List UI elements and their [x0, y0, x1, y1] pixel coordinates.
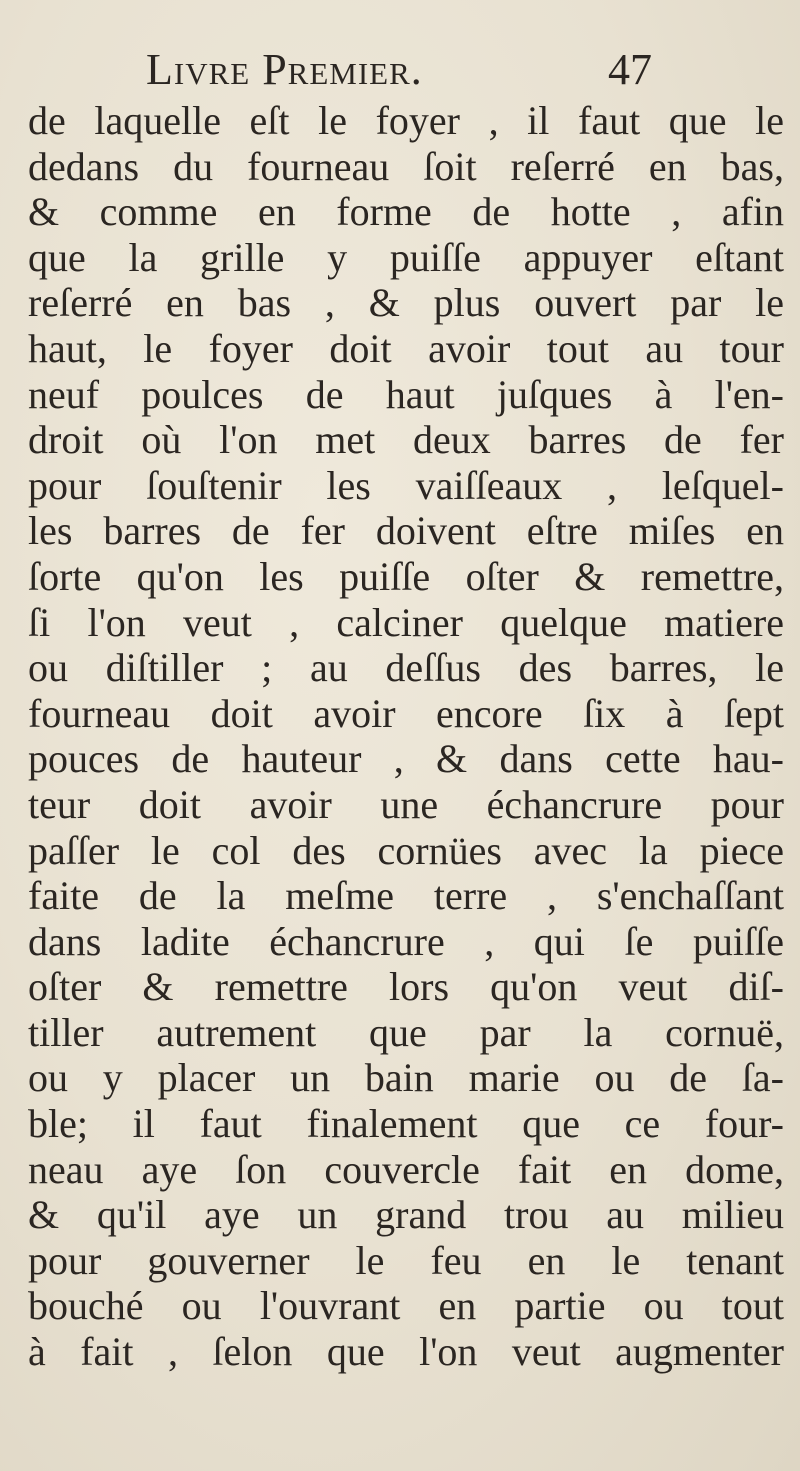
text-line: pour gouverner le feu en le tenant [28, 1237, 784, 1283]
text-line: ſi l'on veut , calciner quelque matiere [28, 599, 784, 645]
text-line: bouché ou l'ouvrant en partie ou tout [28, 1283, 784, 1329]
text-line: ſorte qu'on les puiſſe oſter & remettre, [28, 553, 784, 599]
text-line: de laquelle eſt le foyer , il faut que le [28, 98, 784, 143]
text-line: & qu'il aye un grand trou au milieu [28, 1192, 784, 1238]
text-line: à fait , ſelon que l'on veut augmenter [28, 1329, 784, 1375]
text-line: ou y placer un bain marie ou de ſa- [28, 1055, 784, 1101]
page-number: 47 [608, 45, 652, 94]
text-line: reſerré en bas , & plus ouvert par le [28, 280, 784, 326]
text-line: fourneau doit avoir encore ſix à ſept [28, 690, 784, 736]
text-line: droit où l'on met deux barres de fer [28, 417, 784, 463]
text-line: haut, le foyer doit avoir tout au tour [28, 325, 784, 371]
text-line: ou diſtiller ; au deſſus des barres, le [28, 645, 784, 691]
text-line: paſſer le col des cornües avec la piece [28, 827, 784, 873]
text-line: les barres de fer doivent eſtre miſes en [28, 508, 784, 554]
running-head-title: Livre Premier. [146, 45, 423, 94]
text-line: neau aye ſon couvercle fait en dome, [28, 1146, 784, 1192]
text-line: pouces de hauteur , & dans cette hau- [28, 736, 784, 782]
text-line: dedans du fourneau ſoit reſerré en bas, [28, 143, 784, 189]
text-line: teur doit avoir une échancrure pour [28, 781, 784, 827]
text-line: oſter & remettre lors qu'on veut diſ- [28, 964, 784, 1010]
text-line: dans ladite échancrure , qui ſe puiſſe [28, 918, 784, 964]
text-line: ble; il faut finalement que ce four- [28, 1101, 784, 1147]
running-head [0, 44, 800, 96]
text-line: que la grille y puiſſe appuyer eſtant [28, 234, 784, 280]
text-line: pour ſouſtenir les vaiſſeaux , leſquel- [28, 462, 784, 508]
text-line: neuf poulces de haut juſques à l'en- [28, 371, 784, 417]
text-line: tiller autrement que par la cornuë, [28, 1009, 784, 1055]
body-text [28, 98, 784, 1375]
text-line: faite de la meſme terre , s'enchaſſant [28, 873, 784, 919]
text-line: & comme en forme de hotte , afin [28, 189, 784, 235]
